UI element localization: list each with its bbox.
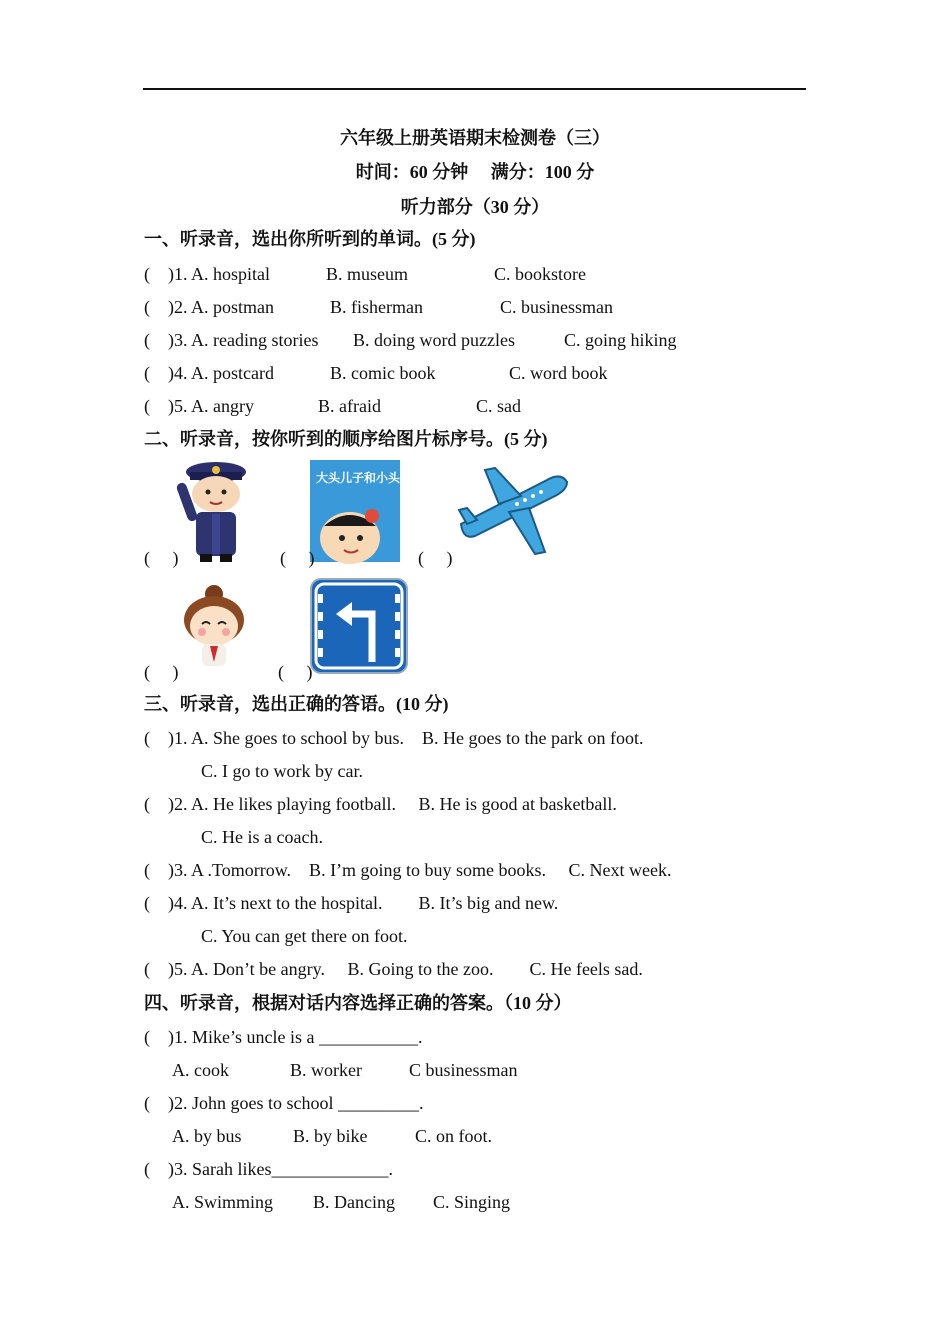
item-stem: ( )2. A. postman	[144, 297, 274, 317]
section4-question: ( )3. Sarah likes_____________.	[144, 1159, 393, 1179]
option-b: B. afraid	[318, 396, 381, 416]
section3-item: ( )5. A. Don’t be angry. B. Going to the zoo. C. He feels sad.	[144, 959, 643, 979]
option-c: C. bookstore	[494, 264, 586, 284]
section2-heading: 二、听录音，按你听到的顺序给图片标序号。(5 分)	[144, 429, 548, 449]
option-b: B. doing word puzzles	[353, 330, 515, 350]
section3-item: ( )2. A. He likes playing football. B. He is good at basketball.	[144, 794, 617, 814]
policeman-picture	[172, 460, 252, 564]
option-c: C. sad	[476, 396, 521, 416]
section4-question: ( )2. John goes to school _________.	[144, 1093, 424, 1113]
airplane-picture	[455, 462, 573, 562]
option-a: A. by bus	[172, 1126, 242, 1146]
section1-heading: 一、听录音，选出你所听到的单词。(5 分)	[144, 229, 476, 249]
option-b: B. comic book	[330, 363, 436, 383]
option-c: C. going hiking	[564, 330, 677, 350]
picture-blank[interactable]: ( )	[278, 662, 313, 682]
time-info: 时间：60 分钟 满分：100 分	[355, 162, 595, 182]
option-a: A. Swimming	[172, 1192, 274, 1212]
option-c: C businessman	[409, 1060, 518, 1080]
part-title: 听力部分（30 分）	[400, 197, 550, 217]
book-cover-picture	[310, 460, 425, 562]
picture-blank[interactable]: ( )	[144, 548, 179, 568]
section4-question: ( )1. Mike’s uncle is a ___________.	[144, 1027, 423, 1047]
option-b: B. Dancing	[313, 1192, 395, 1212]
option-b: B. fisherman	[330, 297, 423, 317]
option-b: B. by bike	[293, 1126, 368, 1146]
exam-title: 六年级上册英语期末检测卷（三）	[340, 128, 610, 148]
section4-heading: 四、听录音，根据对话内容选择正确的答案。（10 分）	[144, 993, 572, 1013]
section3-item-cont: C. I go to work by car.	[201, 761, 363, 781]
girl-picture	[180, 584, 248, 670]
section3-item: ( )4. A. It’s next to the hospital. B. It’s big and new.	[144, 893, 559, 913]
item-stem: ( )5. A. angry	[144, 396, 254, 416]
option-c: C. word book	[509, 363, 608, 383]
item-stem: ( )3. A. reading stories	[144, 330, 319, 350]
picture-blank[interactable]: ( )	[144, 662, 179, 682]
header-rule	[143, 88, 806, 90]
section3-item-cont: C. He is a coach.	[201, 827, 323, 847]
section3-item-cont: C. You can get there on foot.	[201, 926, 408, 946]
option-c: C. businessman	[500, 297, 614, 317]
option-c: C. on foot.	[415, 1126, 493, 1146]
section3-heading: 三、听录音，选出正确的答语。(10 分)	[144, 694, 449, 714]
option-a: A. cook	[172, 1060, 229, 1080]
item-stem: ( )1. A. hospital	[144, 264, 270, 284]
option-b: B. worker	[290, 1060, 362, 1080]
turn-left-sign-picture	[310, 578, 408, 674]
book-title-text: 大头儿子和小头爸爸	[316, 471, 425, 485]
picture-blank[interactable]: ( )	[418, 548, 453, 568]
option-b: B. museum	[326, 264, 409, 284]
section3-item: ( )1. A. She goes to school by bus. B. He goes to the park on foot.	[144, 728, 644, 748]
option-c: C. Singing	[433, 1192, 511, 1212]
item-stem: ( )4. A. postcard	[144, 363, 274, 383]
section3-item: ( )3. A .Tomorrow. B. I’m going to buy some books. C. Next week.	[144, 860, 672, 880]
picture-blank[interactable]: ( )	[280, 548, 315, 568]
